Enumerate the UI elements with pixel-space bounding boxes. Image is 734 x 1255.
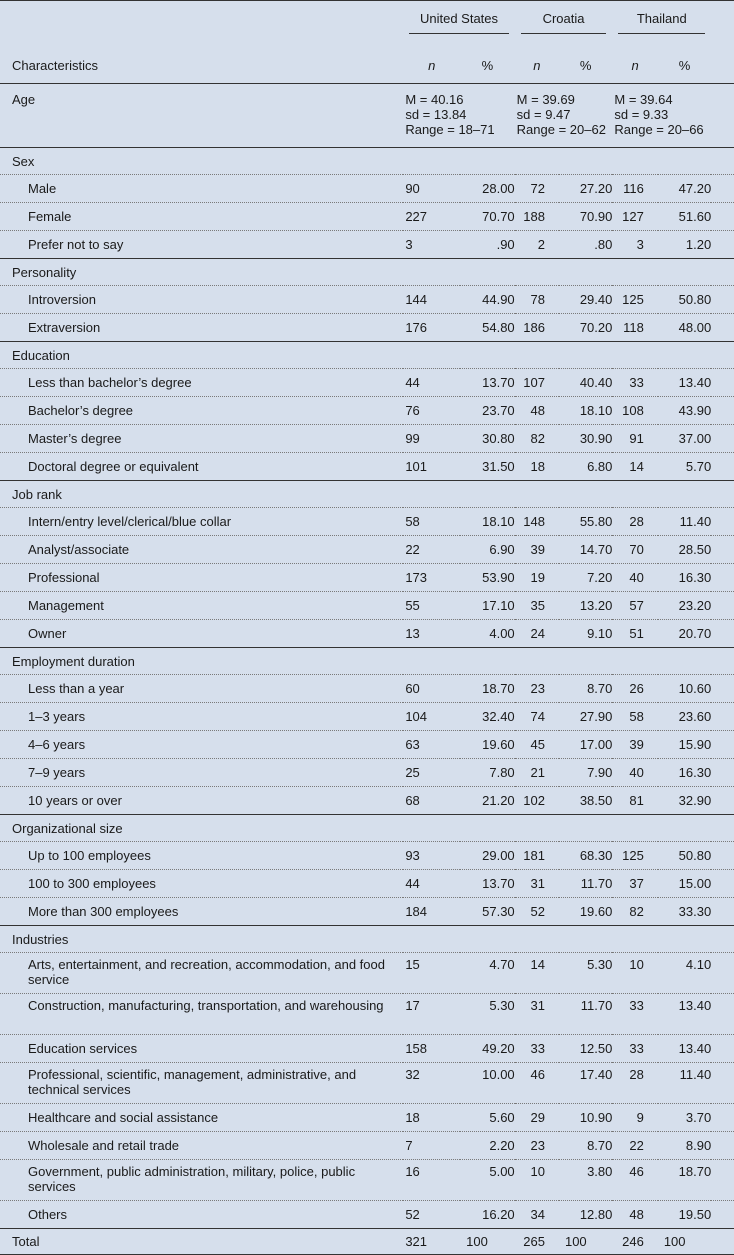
table-row [0, 592, 734, 620]
table-row [0, 703, 734, 731]
pct-cell: 32.90 [678, 793, 712, 808]
n-cell: 40 [612, 759, 657, 787]
row-label: 4–6 years [0, 731, 403, 759]
n-cell: 57 [612, 592, 657, 620]
pct-cell: .80 [594, 237, 613, 252]
row-label: 100 to 300 employees [0, 870, 403, 898]
pct-cell: 4.00 [489, 626, 515, 641]
pct-cell: 11.40 [658, 1063, 711, 1104]
pct-cell: 13.40 [658, 994, 711, 1035]
n-cell: 60 [403, 675, 460, 703]
n-cell: 81 [629, 793, 644, 808]
pct-cell: 11.70 [559, 870, 612, 898]
pct-header: % [579, 57, 592, 73]
table-row [0, 1104, 734, 1132]
pct-cell: 13.20 [559, 592, 612, 620]
age-row [0, 84, 734, 148]
n-cell: 3 [405, 237, 413, 252]
n-cell: 101 [405, 459, 428, 474]
n-cell: 39 [612, 731, 657, 759]
pct-cell: 4.70 [460, 953, 515, 994]
row-label: Professional [0, 564, 403, 592]
pct-cell: 30.80 [460, 425, 515, 453]
pct-cell: 18.10 [460, 508, 515, 536]
pct-cell: 13.40 [658, 369, 711, 397]
row-label: 7–9 years [0, 759, 403, 787]
section-header-row [0, 148, 734, 175]
pct-cell: 38.50 [579, 793, 613, 808]
pct-cell: 10.90 [559, 1104, 612, 1132]
table-row [0, 175, 734, 203]
pct-cell: 23.20 [658, 592, 711, 620]
table-row [0, 397, 734, 425]
n-cell: 102 [523, 793, 545, 808]
pct-cell: 16.20 [482, 1207, 515, 1222]
row-label: Extraversion [28, 320, 101, 335]
row-label: Intern/entry level/clerical/blue collar [0, 508, 403, 536]
n-cell: 48 [515, 397, 559, 425]
table-row [0, 369, 734, 397]
n-cell: 37 [612, 870, 657, 898]
row-label: Others [28, 1207, 68, 1222]
age-hr-mean: M = 39.69 [516, 92, 575, 107]
n-cell: 74 [515, 703, 559, 731]
row-label: Prefer not to say [28, 237, 124, 252]
section-title: Education [0, 342, 734, 369]
pct-cell: 50.80 [658, 842, 711, 870]
age-th-sd: sd = 9.33 [614, 107, 669, 122]
n-cell: 23 [515, 1132, 559, 1160]
row-label: Male [0, 175, 403, 203]
characteristics-header: Characteristics [12, 57, 98, 73]
n-cell: 176 [405, 320, 428, 335]
pct-header: % [481, 57, 494, 73]
row-label: Introversion [0, 286, 403, 314]
n-cell: 9 [612, 1104, 657, 1132]
n-cell: 22 [403, 536, 460, 564]
pct-cell: 51.60 [658, 203, 711, 231]
row-label: Bachelor’s degree [0, 397, 403, 425]
table-row [0, 870, 734, 898]
n-cell: 158 [403, 1035, 460, 1063]
n-cell: 18 [530, 459, 545, 474]
n-cell: 188 [515, 203, 559, 231]
age-us-range: Range = 18–71 [405, 122, 495, 137]
row-label: Female [0, 203, 403, 231]
pct-cell: 23.70 [460, 397, 515, 425]
pct-cell: 27.90 [559, 703, 612, 731]
n-cell: 82 [629, 904, 644, 919]
n-cell: 227 [403, 203, 460, 231]
total-n-cell: 265 [523, 1234, 545, 1249]
pct-cell: 7.90 [559, 759, 612, 787]
pct-cell: 57.30 [482, 904, 515, 919]
pct-cell: 13.70 [460, 870, 515, 898]
n-header: n [428, 57, 436, 73]
pct-cell: 19.60 [579, 904, 613, 919]
n-cell: 28 [612, 1063, 657, 1104]
pct-cell: 29.40 [559, 286, 612, 314]
table-row [0, 508, 734, 536]
pct-cell: 12.80 [579, 1207, 613, 1222]
pct-cell: 27.20 [559, 175, 612, 203]
n-cell: 46 [612, 1160, 657, 1201]
n-cell: 108 [612, 397, 657, 425]
n-cell: 2 [537, 237, 545, 252]
pct-cell: 33.30 [678, 904, 712, 919]
section-header-row [0, 481, 734, 508]
n-cell: 144 [403, 286, 460, 314]
pct-cell: 5.30 [460, 994, 515, 1035]
pct-cell: 15.00 [658, 870, 711, 898]
n-cell: 45 [515, 731, 559, 759]
table-row [0, 453, 734, 481]
n-cell: 63 [403, 731, 460, 759]
n-cell: 13 [405, 626, 420, 641]
n-cell: 10 [612, 953, 657, 994]
pct-cell: 3.70 [658, 1104, 711, 1132]
pct-cell: 32.40 [460, 703, 515, 731]
table-row [0, 953, 734, 994]
pct-cell: 10.00 [460, 1063, 515, 1104]
age-us-sd: sd = 13.84 [405, 107, 467, 122]
pct-cell: 21.20 [482, 793, 515, 808]
n-cell: 181 [515, 842, 559, 870]
pct-cell: 4.10 [658, 953, 711, 994]
table-row [0, 203, 734, 231]
pct-cell: 15.90 [658, 731, 711, 759]
pct-cell: 5.30 [559, 953, 612, 994]
section-title: Job rank [0, 481, 734, 508]
section-header-row [0, 926, 734, 953]
table-row [0, 1035, 734, 1063]
n-cell: 22 [612, 1132, 657, 1160]
n-header: n [533, 57, 541, 73]
pct-cell: 12.50 [559, 1035, 612, 1063]
country-header-us: United States [409, 11, 508, 34]
n-cell: 15 [403, 953, 460, 994]
pct-cell: 6.90 [460, 536, 515, 564]
n-cell: 7 [403, 1132, 460, 1160]
age-hr-sd: sd = 9.47 [516, 107, 571, 122]
pct-cell: 37.00 [658, 425, 711, 453]
pct-cell: 18.70 [460, 675, 515, 703]
table-row [0, 314, 734, 342]
n-cell: 28 [612, 508, 657, 536]
section-title: Employment duration [0, 648, 734, 675]
pct-cell: 17.40 [559, 1063, 612, 1104]
n-cell: 3 [636, 237, 644, 252]
n-cell: 125 [612, 842, 657, 870]
table-row [0, 842, 734, 870]
pct-cell: 2.20 [460, 1132, 515, 1160]
table-row [0, 759, 734, 787]
n-cell: 23 [515, 675, 559, 703]
n-cell: 48 [629, 1207, 644, 1222]
row-label: Healthcare and social assistance [0, 1104, 403, 1132]
n-cell: 107 [515, 369, 559, 397]
n-cell: 35 [515, 592, 559, 620]
table-row [0, 425, 734, 453]
row-label: 10 years or over [28, 793, 122, 808]
total-n-cell: 321 [405, 1234, 428, 1249]
n-cell: 32 [403, 1063, 460, 1104]
pct-cell: 10.60 [658, 675, 711, 703]
table-row [0, 620, 734, 648]
pct-cell: 7.20 [559, 564, 612, 592]
n-cell: 18 [403, 1104, 460, 1132]
n-cell: 186 [523, 320, 545, 335]
total-row [0, 1229, 734, 1255]
n-cell: 52 [530, 904, 545, 919]
n-cell: 72 [515, 175, 559, 203]
table-row [0, 1132, 734, 1160]
table-row [0, 898, 734, 926]
n-cell: 104 [403, 703, 460, 731]
n-cell: 39 [515, 536, 559, 564]
n-cell: 127 [612, 203, 657, 231]
total-label: Total [12, 1234, 40, 1249]
age-th-range: Range = 20–66 [614, 122, 704, 137]
header-row-columns [0, 47, 734, 84]
n-cell: 21 [515, 759, 559, 787]
pct-cell: 5.00 [460, 1160, 515, 1201]
pct-cell: 16.30 [658, 759, 711, 787]
pct-cell: 1.20 [685, 237, 712, 252]
n-cell: 51 [629, 626, 644, 641]
pct-cell: 19.60 [460, 731, 515, 759]
pct-cell: 28.50 [658, 536, 711, 564]
n-cell: 173 [403, 564, 460, 592]
section-header-row [0, 815, 734, 842]
section-header-row [0, 648, 734, 675]
section-header-row [0, 259, 734, 286]
pct-cell: 14.70 [559, 536, 612, 564]
pct-cell: 55.80 [559, 508, 612, 536]
n-cell: 118 [623, 320, 644, 335]
n-cell: 78 [515, 286, 559, 314]
n-cell: 31 [515, 870, 559, 898]
pct-cell: 8.70 [559, 1132, 612, 1160]
n-cell: 14 [515, 953, 559, 994]
n-header: n [631, 57, 639, 73]
pct-cell: 16.30 [658, 564, 711, 592]
n-cell: 40 [612, 564, 657, 592]
table-row [0, 1160, 734, 1201]
table-row [0, 675, 734, 703]
row-label: Construction, manufacturing, transportation, and warehousing [0, 994, 403, 1035]
row-label: Professional, scientific, management, administrative, and technical services [0, 1063, 403, 1104]
n-cell: 55 [403, 592, 460, 620]
pct-cell: 28.00 [460, 175, 515, 203]
row-label: Education services [0, 1035, 403, 1063]
row-label: 1–3 years [0, 703, 403, 731]
row-label: Less than a year [0, 675, 403, 703]
pct-cell: 47.20 [658, 175, 711, 203]
pct-cell: 13.40 [658, 1035, 711, 1063]
n-cell: 16 [403, 1160, 460, 1201]
n-cell: 184 [405, 904, 428, 919]
pct-cell: 50.80 [658, 286, 711, 314]
age-label: Age [12, 92, 36, 107]
n-cell: 58 [612, 703, 657, 731]
n-cell: 82 [515, 425, 559, 453]
age-us-mean: M = 40.16 [405, 92, 464, 107]
n-cell: 19 [515, 564, 559, 592]
pct-cell: 9.10 [587, 626, 613, 641]
total-pct-cell: 100 [466, 1234, 488, 1249]
n-cell: 44 [403, 870, 460, 898]
table-row [0, 536, 734, 564]
n-cell: 58 [403, 508, 460, 536]
pct-cell: 70.70 [460, 203, 515, 231]
n-cell: 116 [612, 175, 657, 203]
n-cell: 31 [515, 994, 559, 1035]
pct-cell: 49.20 [460, 1035, 515, 1063]
table-row [0, 1063, 734, 1104]
row-label: Management [0, 592, 403, 620]
section-title: Personality [0, 259, 734, 286]
n-cell: 33 [612, 369, 657, 397]
age-hr-range: Range = 20–62 [516, 122, 606, 137]
row-label: Analyst/associate [0, 536, 403, 564]
pct-cell: 5.60 [460, 1104, 515, 1132]
n-cell: 91 [612, 425, 657, 453]
pct-cell: 18.10 [559, 397, 612, 425]
total-pct-cell: 100 [564, 1234, 587, 1249]
pct-cell: 11.70 [559, 994, 612, 1035]
total-pct-cell: 100 [663, 1234, 686, 1249]
row-label: Less than bachelor’s degree [0, 369, 403, 397]
n-cell: 24 [530, 626, 545, 641]
table-row [0, 994, 734, 1035]
n-cell: 99 [403, 425, 460, 453]
pct-cell: 53.90 [460, 564, 515, 592]
n-cell: 125 [612, 286, 657, 314]
pct-cell: 6.80 [587, 459, 613, 474]
n-cell: 26 [612, 675, 657, 703]
pct-cell: 31.50 [482, 459, 515, 474]
n-cell: 68 [405, 793, 420, 808]
n-cell: 29 [515, 1104, 559, 1132]
n-cell: 76 [403, 397, 460, 425]
table-row [0, 1201, 734, 1229]
pct-cell: 19.50 [678, 1207, 712, 1222]
pct-cell: .90 [496, 237, 515, 252]
pct-cell: 20.70 [678, 626, 712, 641]
country-header-th: Thailand [618, 11, 705, 34]
header-row-countries [0, 1, 734, 48]
pct-cell: 70.90 [559, 203, 612, 231]
pct-cell: 70.20 [579, 320, 613, 335]
pct-header: % [678, 57, 691, 73]
n-cell: 33 [612, 1035, 657, 1063]
pct-cell: 18.70 [658, 1160, 711, 1201]
n-cell: 46 [515, 1063, 559, 1104]
row-label: Government, public administration, military, police, public services [0, 1160, 403, 1201]
pct-cell: 29.00 [460, 842, 515, 870]
section-title: Organizational size [0, 815, 734, 842]
row-label: More than 300 employees [28, 904, 179, 919]
pct-cell: 17.00 [559, 731, 612, 759]
pct-cell: 44.90 [460, 286, 515, 314]
pct-cell: 68.30 [559, 842, 612, 870]
pct-cell: 5.70 [685, 459, 712, 474]
n-cell: 25 [403, 759, 460, 787]
n-cell: 14 [629, 459, 644, 474]
country-header-hr: Croatia [521, 11, 607, 34]
row-label: Arts, entertainment, and recreation, accommodation, and food service [0, 953, 403, 994]
pct-cell: 48.00 [678, 320, 712, 335]
n-cell: 33 [612, 994, 657, 1035]
section-title: Industries [0, 926, 734, 953]
n-cell: 52 [405, 1207, 420, 1222]
row-label: Wholesale and retail trade [0, 1132, 403, 1160]
table-row [0, 787, 734, 815]
pct-cell: 17.10 [460, 592, 515, 620]
pct-cell: 54.80 [482, 320, 515, 335]
table-row [0, 286, 734, 314]
pct-cell: 13.70 [460, 369, 515, 397]
n-cell: 34 [530, 1207, 545, 1222]
pct-cell: 8.70 [559, 675, 612, 703]
table-row [0, 231, 734, 259]
pct-cell: 7.80 [460, 759, 515, 787]
table-row [0, 564, 734, 592]
row-label: Owner [28, 626, 67, 641]
n-cell: 17 [403, 994, 460, 1035]
n-cell: 90 [403, 175, 460, 203]
section-title: Sex [0, 148, 734, 175]
table-row [0, 731, 734, 759]
section-header-row [0, 342, 734, 369]
pct-cell: 40.40 [559, 369, 612, 397]
pct-cell: 3.80 [559, 1160, 612, 1201]
n-cell: 33 [515, 1035, 559, 1063]
row-label: Up to 100 employees [0, 842, 403, 870]
n-cell: 44 [403, 369, 460, 397]
n-cell: 70 [612, 536, 657, 564]
row-label: Doctoral degree or equivalent [28, 459, 199, 474]
pct-cell: 23.60 [658, 703, 711, 731]
n-cell: 148 [515, 508, 559, 536]
age-th-mean: M = 39.64 [614, 92, 673, 107]
pct-cell: 8.90 [658, 1132, 711, 1160]
row-label: Master’s degree [0, 425, 403, 453]
n-cell: 93 [403, 842, 460, 870]
pct-cell: 30.90 [559, 425, 612, 453]
total-n-cell: 246 [622, 1234, 644, 1249]
pct-cell: 43.90 [658, 397, 711, 425]
n-cell: 10 [515, 1160, 559, 1201]
pct-cell: 11.40 [658, 508, 711, 536]
